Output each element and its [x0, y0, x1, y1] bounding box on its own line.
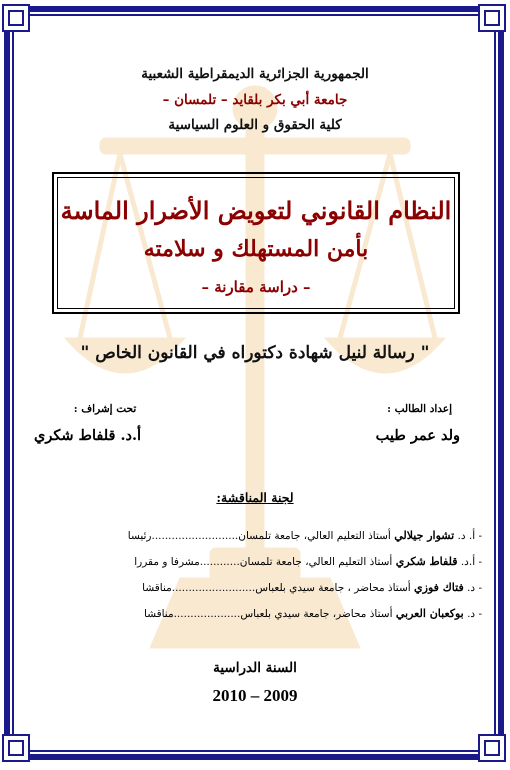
member-role: أستاذ التعليم العالي، جامعة تلمسان............مشرفا و مقررا	[134, 556, 393, 568]
supervisor-label: تحت إشراف :	[73, 403, 137, 415]
student-name: ولد عمر طيب	[375, 427, 460, 444]
supervisor-name: أ.د. قلفاط شكري	[34, 427, 142, 444]
title-box	[52, 172, 460, 314]
thesis-title-line-1: النظام القانوني لتعويض الأضرار الماسة	[60, 196, 452, 225]
member-name: قلفاط شكري	[395, 555, 458, 568]
university-name: جامعة أبي بكر بلقايد – تلمسان –	[162, 92, 348, 108]
member-prefix: - أ.د.	[460, 556, 482, 568]
member-prefix: - د.	[467, 582, 482, 594]
committee-member	[30, 529, 482, 542]
committee-member	[30, 581, 482, 594]
thesis-subtitle: – دراسة مقارنة –	[201, 278, 311, 296]
academic-year: 2010 – 2009	[212, 686, 298, 705]
member-role: أستاذ محاضر ، جامعة سيدي بلعباس.........................مناقشا	[142, 582, 411, 594]
member-role: أستاذ التعليم العالي، جامعة تلمسان..........................رئيسا	[127, 530, 391, 542]
member-prefix: - د.	[467, 608, 482, 620]
corner-ornament-top-right	[478, 4, 506, 32]
committee-member	[30, 607, 482, 620]
member-name: فتاك فوزي	[414, 581, 464, 594]
thesis-title-line-2: بأمن المستهلك و سلامته	[143, 236, 369, 262]
faculty-name: كلية الحقوق و العلوم السياسية	[168, 117, 342, 133]
degree-statement: " رسالة لنيل شهادة دكتوراه في القانون الخاص "	[80, 343, 430, 363]
member-name: تشوار جيلالي	[394, 529, 455, 542]
member-name: بوكعبان العربي	[395, 607, 464, 620]
member-prefix: - أ. د.	[457, 530, 482, 542]
committee-member	[30, 555, 482, 568]
academic-year-label: السنة الدراسية	[213, 660, 297, 676]
corner-ornament-bottom-right	[478, 734, 506, 762]
republic-name: الجمهورية الجزائرية الديمقراطية الشعبية	[141, 66, 369, 82]
member-role: أستاذ محاضر، جامعة سيدي بلعباس....................مناقشا	[144, 608, 393, 620]
committee-title: لجنة المناقشة:	[216, 490, 294, 505]
corner-ornament-bottom-left	[2, 734, 30, 762]
corner-ornament-top-left	[2, 4, 30, 32]
prepared-by-label: إعداد الطالب :	[387, 403, 452, 415]
